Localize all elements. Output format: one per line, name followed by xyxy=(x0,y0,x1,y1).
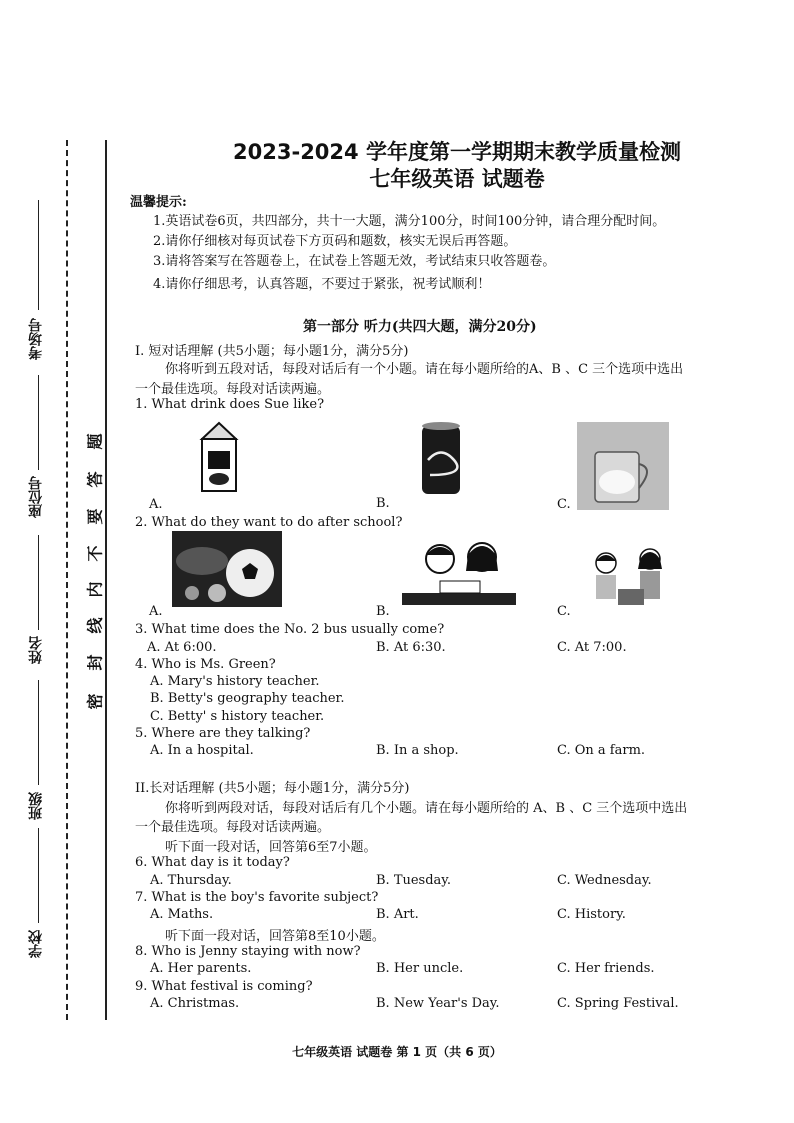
listen-prompt: 听下面一段对话，回答第8至10小题。 xyxy=(165,929,385,944)
kids-with-laptop-image xyxy=(578,545,676,611)
cola-can-image xyxy=(420,420,462,496)
seal-char: 答 xyxy=(85,471,105,488)
class-label: 班级 xyxy=(28,792,44,820)
name-label: 姓名 xyxy=(28,636,44,664)
exam-room-field[interactable] xyxy=(38,200,39,310)
section1-instructions: 你将听到五段对话，每段对话后有一个小题。请在每小题所给的A、B 、C 三个选项中选出 xyxy=(165,362,684,377)
tips-heading: 温馨提示: xyxy=(130,195,187,210)
school-field[interactable] xyxy=(38,828,39,923)
school-label: 学校 xyxy=(28,930,44,958)
section2-instructions: 你将听到两段对话，每段对话后有几个小题。请在每小题所给的 A、B 、C 三个选项中选出 xyxy=(165,801,688,816)
option-label: B. xyxy=(376,604,390,619)
part1-title: 第一部分 听力(共四大题，满分20分) xyxy=(303,319,537,335)
option-a: A. Thursday. xyxy=(150,873,232,888)
question-8: 8. Who is Jenny staying with now? xyxy=(135,944,361,959)
option-c: C. Her friends. xyxy=(557,961,655,976)
section2-heading: II.长对话理解 (共5小题；每小题1分，满分5分) xyxy=(135,781,410,796)
question-5: 5. Where are they talking? xyxy=(135,726,311,741)
sports-balls-image xyxy=(172,531,282,607)
option-a: A. At 6:00. xyxy=(147,640,217,655)
milk-carton-image xyxy=(194,421,244,493)
seal-char: 不 xyxy=(85,545,105,562)
listen-prompt: 听下面一段对话，回答第6至7小题。 xyxy=(165,840,377,855)
question-4: 4. Who is Ms. Green? xyxy=(135,657,276,672)
exam-title: 2023-2024 学年度第一学期期末教学质量检测 xyxy=(233,140,681,164)
option-label: A. xyxy=(149,604,163,619)
question-2: 2. What do they want to do after school? xyxy=(135,515,403,530)
water-glass-image xyxy=(577,422,669,510)
option-label: C. xyxy=(557,497,571,512)
seal-char: 内 xyxy=(85,581,105,598)
option-b: B. Her uncle. xyxy=(376,961,464,976)
option-c: C. On a farm. xyxy=(557,743,646,758)
students-studying-image xyxy=(400,537,518,609)
option-c: C. History. xyxy=(557,907,626,922)
class-field[interactable] xyxy=(38,680,39,785)
option-b: B. New Year's Day. xyxy=(376,996,500,1011)
section1-instructions-cont: 一个最佳选项。每段对话读两遍。 xyxy=(135,382,331,397)
seat-label: 座位号 xyxy=(28,476,44,518)
section2-instructions-cont: 一个最佳选项。每段对话读两遍。 xyxy=(135,820,331,835)
exam-room-label: 考场号 xyxy=(28,318,44,360)
cut-line-dashed xyxy=(66,140,68,1020)
seal-char: 密 xyxy=(85,693,105,710)
option-label: B. xyxy=(376,496,390,511)
tip-item: 2.请你仔细核对每页试卷下方页码和题数，核实无误后再答题。 xyxy=(153,234,517,249)
option-a: A. In a hospital. xyxy=(150,743,254,758)
option-c: C. Wednesday. xyxy=(557,873,652,888)
binding-line xyxy=(105,140,107,1020)
tip-item: 4.请你仔细思考，认真答题，不要过于紧张，祝考试顺利！ xyxy=(153,277,491,292)
tip-item: 1.英语试卷6页，共四部分，共十一大题，满分100分，时间100分钟，请合理分配时间。 xyxy=(153,214,666,229)
option-a: A. Maths. xyxy=(150,907,214,922)
option-b: B. Art. xyxy=(376,907,419,922)
option-a: A. Her parents. xyxy=(150,961,252,976)
question-3: 3. What time does the No. 2 bus usually come? xyxy=(135,622,445,637)
question-6: 6. What day is it today? xyxy=(135,855,290,870)
option-b: B. Tuesday. xyxy=(376,873,452,888)
question-9: 9. What festival is coming? xyxy=(135,979,313,994)
option-c: C. At 7:00. xyxy=(557,640,627,655)
page-footer: 七年级英语 试题卷 第 1 页（共 6 页） xyxy=(292,1045,502,1059)
option-b: B. At 6:30. xyxy=(376,640,446,655)
question-7: 7. What is the boy's favorite subject? xyxy=(135,890,379,905)
name-field[interactable] xyxy=(38,535,39,630)
option-c: C. Spring Festival. xyxy=(557,996,679,1011)
seat-field[interactable] xyxy=(38,375,39,470)
seal-char: 要 xyxy=(85,508,105,525)
seal-char: 题 xyxy=(85,433,105,450)
seal-char: 线 xyxy=(85,617,105,634)
option-a: A. Mary's history teacher. xyxy=(150,674,320,689)
option-a: A. Christmas. xyxy=(150,996,240,1011)
section1-heading: I. 短对话理解 (共5小题；每小题1分，满分5分) xyxy=(135,344,409,359)
question-1: 1. What drink does Sue like? xyxy=(135,397,325,412)
option-b: B. In a shop. xyxy=(376,743,459,758)
seal-char: 封 xyxy=(85,654,105,671)
option-b: B. Betty's geography teacher. xyxy=(150,691,345,706)
exam-subtitle: 七年级英语 试题卷 xyxy=(369,167,545,191)
option-label: A. xyxy=(149,497,163,512)
option-c: C. Betty' s history teacher. xyxy=(150,709,325,724)
tip-item: 3.请将答案写在答题卷上，在试卷上答题无效，考试结束只收答题卷。 xyxy=(153,254,556,269)
option-label: C. xyxy=(557,604,571,619)
